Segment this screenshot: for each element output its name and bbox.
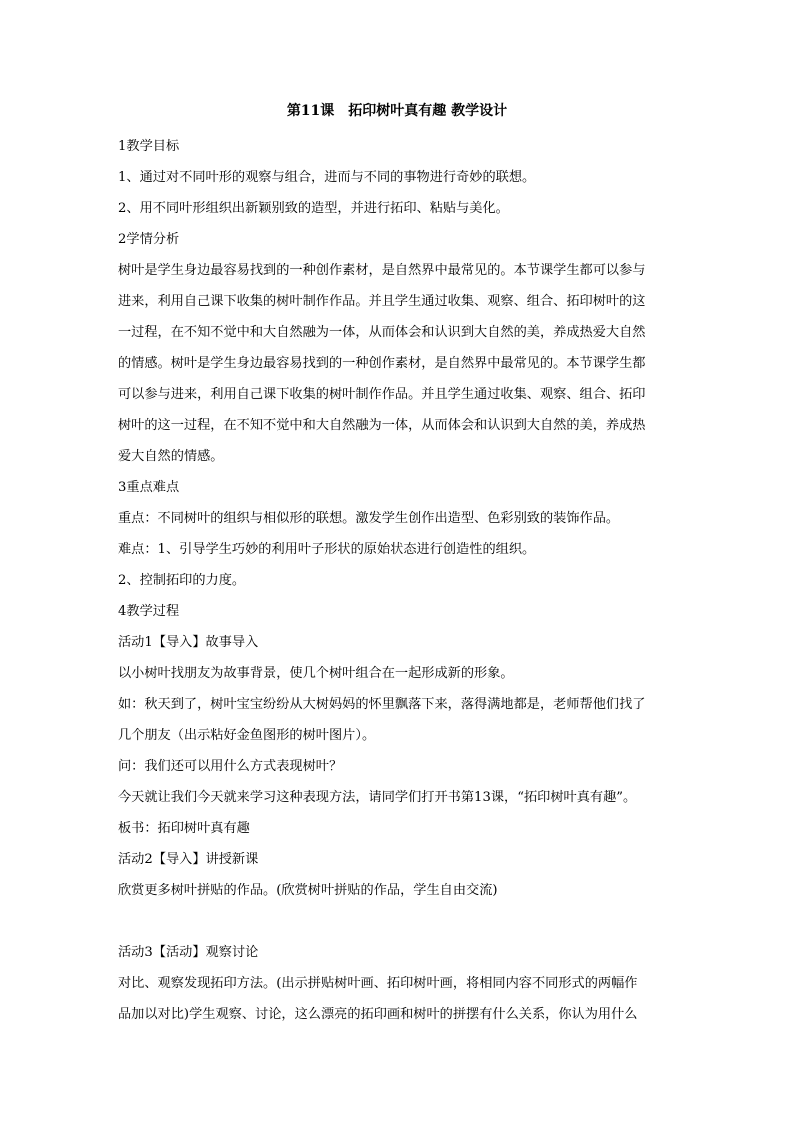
paragraph-line: 爱大自然的情感。 xyxy=(118,449,224,464)
paragraph-line: 树叶的这一过程，在不知不觉中和大自然融为一体，从而体会和认识到大自然的美，养成热 xyxy=(118,418,646,433)
paragraph-line: 2、用不同叶形组织出新颖别致的造型，并进行拓印、粘贴与美化。 xyxy=(118,201,509,216)
paragraph-line: 今天就让我们今天就来学习这种表现方法，请同学们打开书第13课，“拓印树叶真有趣”。 xyxy=(118,790,637,805)
paragraph-line: 进来，利用自己课下收集的树叶制作作品。并且学生通过收集、观察、组合、拓印树叶的这 xyxy=(118,294,646,309)
paragraph-line: 如：秋天到了，树叶宝宝纷纷从大树妈妈的怀里飘落下来，落得满地都是，老师帮他们找了 xyxy=(118,697,646,712)
paragraph-line: 欣赏更多树叶拼贴的作品。(欣赏树叶拼贴的作品，学生自由交流) xyxy=(118,883,498,898)
paragraph-line: 问：我们还可以用什么方式表现树叶？ xyxy=(118,759,343,774)
paragraph-line: 对比、观察发现拓印方法。(出示拼贴树叶画、拓印树叶画，将相同内容不同形式的两幅作 xyxy=(118,976,638,991)
paragraph-line: 1教学目标 xyxy=(118,139,180,154)
paragraph-line: 活动3【活动】观察讨论 xyxy=(118,945,259,960)
paragraph-line: 重点：不同树叶的组织与相似形的联想。激发学生创作出造型、色彩别致的装饰作品。 xyxy=(118,511,620,526)
paragraph-line: 2、控制拓印的力度。 xyxy=(118,573,246,588)
paragraph-line: 的情感。树叶是学生身边最容易找到的一种创作素材，是自然界中最常见的。本节课学生都 xyxy=(118,356,646,371)
paragraph-line: 3重点难点 xyxy=(118,480,180,495)
paragraph-line: 板书：拓印树叶真有趣 xyxy=(118,821,250,836)
paragraph-line: 4教学过程 xyxy=(118,604,180,619)
paragraph-line: 难点：1、引导学生巧妙的利用叶子形状的原始状态进行创造性的组织。 xyxy=(118,542,536,557)
paragraph-line: 活动1【导入】故事导入 xyxy=(118,635,259,650)
paragraph-line: 一过程，在不知不觉中和大自然融为一体，从而体会和认识到大自然的美，养成热爱大自然 xyxy=(118,325,646,340)
paragraph-line: 品加以对比)学生观察、讨论，这么漂亮的拓印画和树叶的拼摆有什么关系，你认为用什么 xyxy=(118,1007,638,1022)
paragraph-line: 树叶是学生身边最容易找到的一种创作素材，是自然界中最常见的。本节课学生都可以参与 xyxy=(118,263,646,278)
document-body xyxy=(118,131,678,1030)
document-title: 第11课 拓印树叶真有趣 教学设计 xyxy=(286,103,508,119)
paragraph-line: 2学情分析 xyxy=(118,232,180,247)
paragraph-line: 1、通过对不同叶形的观察与组合，进而与不同的事物进行奇妙的联想。 xyxy=(118,170,536,185)
blank-line xyxy=(118,906,678,937)
paragraph-line: 几个朋友（出示粘好金鱼图形的树叶图片）。 xyxy=(118,728,376,743)
paragraph-line: 可以参与进来，利用自己课下收集的树叶制作作品。并且学生通过收集、观察、组合、拓印 xyxy=(118,387,646,402)
paragraph-line: 以小树叶找朋友为故事背景，使几个树叶组合在一起形成新的形象。 xyxy=(118,666,514,681)
paragraph-line: 活动2【导入】讲授新课 xyxy=(118,852,259,867)
